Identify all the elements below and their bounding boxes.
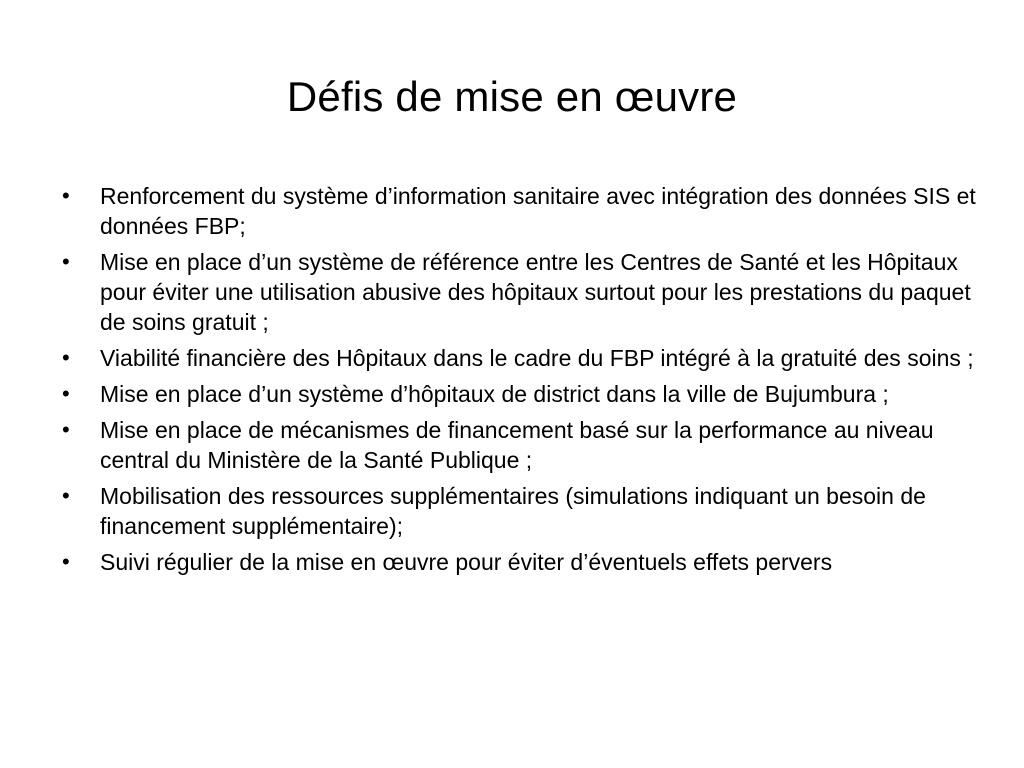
slide-title: Défis de mise en œuvre: [286, 73, 738, 120]
bullet-icon: •: [62, 549, 70, 574]
bullet-icon: •: [62, 183, 70, 208]
bullet-list: [62, 181, 980, 583]
bullet-icon: •: [62, 345, 70, 370]
bullet-icon: •: [62, 417, 70, 442]
bullet-icon: •: [62, 249, 70, 274]
bullet-item: [62, 343, 980, 373]
bullet-item: [62, 547, 980, 577]
bullet-item: [62, 379, 980, 409]
bullet-icon: •: [62, 483, 70, 508]
bullet-text: Mise en place de mécanismes de financement basé sur la performance au niveau central du Ministère de la Santé Publique ;: [100, 417, 934, 473]
bullet-item: [62, 181, 980, 241]
bullet-text: Mise en place d’un système d’hôpitaux de district dans la ville de Bujumbura ;: [100, 381, 889, 407]
bullet-text: Viabilité financière des Hôpitaux dans le cadre du FBP intégré à la gratuité des soins ;: [100, 345, 974, 371]
bullet-text: Mobilisation des ressources supplémentaires (simulations indiquant un besoin de financement supplémentaire);: [100, 483, 926, 539]
bullet-item: [62, 415, 980, 475]
bullet-icon: •: [62, 381, 70, 406]
bullet-item: [62, 247, 980, 337]
bullet-item: [62, 481, 980, 541]
bullet-text: Suivi régulier de la mise en œuvre pour éviter d’éventuels effets pervers: [100, 549, 833, 575]
bullet-text: Renforcement du système d’information sanitaire avec intégration des données SIS et données FBP;: [100, 183, 976, 239]
bullet-text: Mise en place d’un système de référence entre les Centres de Santé et les Hôpitaux pour éviter une utilisation abusive des hôpitaux surtout pour les prestations du paquet de soins gratuit ;: [100, 249, 971, 335]
